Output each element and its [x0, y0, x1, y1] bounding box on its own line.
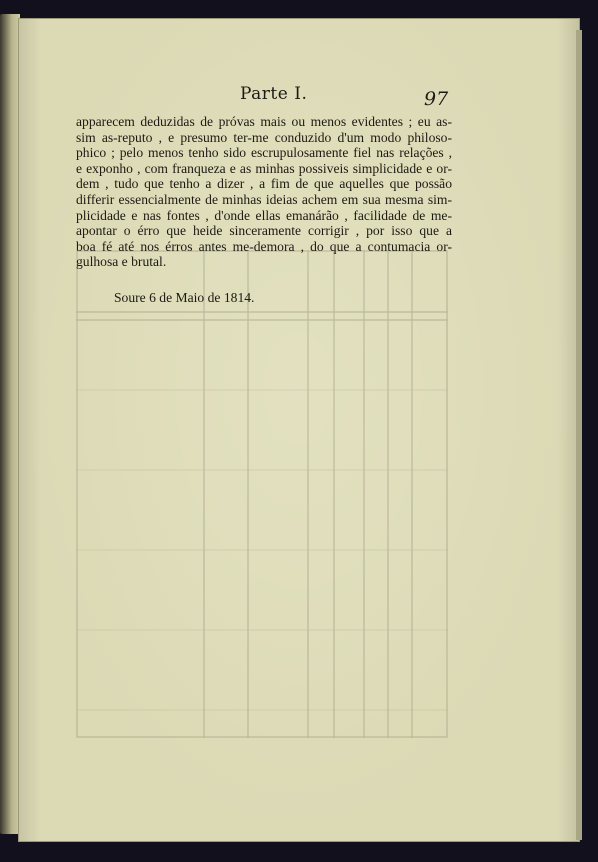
page-header [18, 84, 580, 110]
text-line: phico ; pelo menos tenho sido escrupulosamente fiel nas relações , [76, 145, 452, 161]
text-line: apontar o érro que heide sinceramente corrigir , por isso que a [76, 223, 452, 239]
dateline-signoff: Soure 6 de Maio de 1814. [114, 290, 255, 305]
text-line: apparecem deduzidas de próvas mais ou menos evidentes ; eu as- [76, 114, 452, 129]
running-head: Parte I. [240, 84, 308, 104]
body-paragraph [76, 114, 452, 270]
text-line: boa fé até nos érros antes me-demora , do que a contumacia or- [76, 238, 452, 254]
text-line: sim as-reputo , e presumo ter-me conduzido d'um modo philoso- [76, 129, 452, 145]
text-line: differir essencialmente de minhas ideias achem em sua mesma sim- [76, 191, 452, 207]
facing-page-edge [0, 14, 20, 834]
page-fore-edge [576, 30, 582, 840]
text-line: dem , tudo que tenho a dizer , a fim de que aquelles que possão [76, 176, 452, 192]
page-number: 97 [424, 88, 449, 110]
text-line: e exponho , com franqueza e as minhas possiveis simplicidade e or- [76, 160, 452, 176]
text-line: plicidade e nas fontes , d'onde ellas emanárão , facilidade de me- [76, 207, 452, 223]
text-line: gulhosa e brutal. [76, 254, 167, 270]
